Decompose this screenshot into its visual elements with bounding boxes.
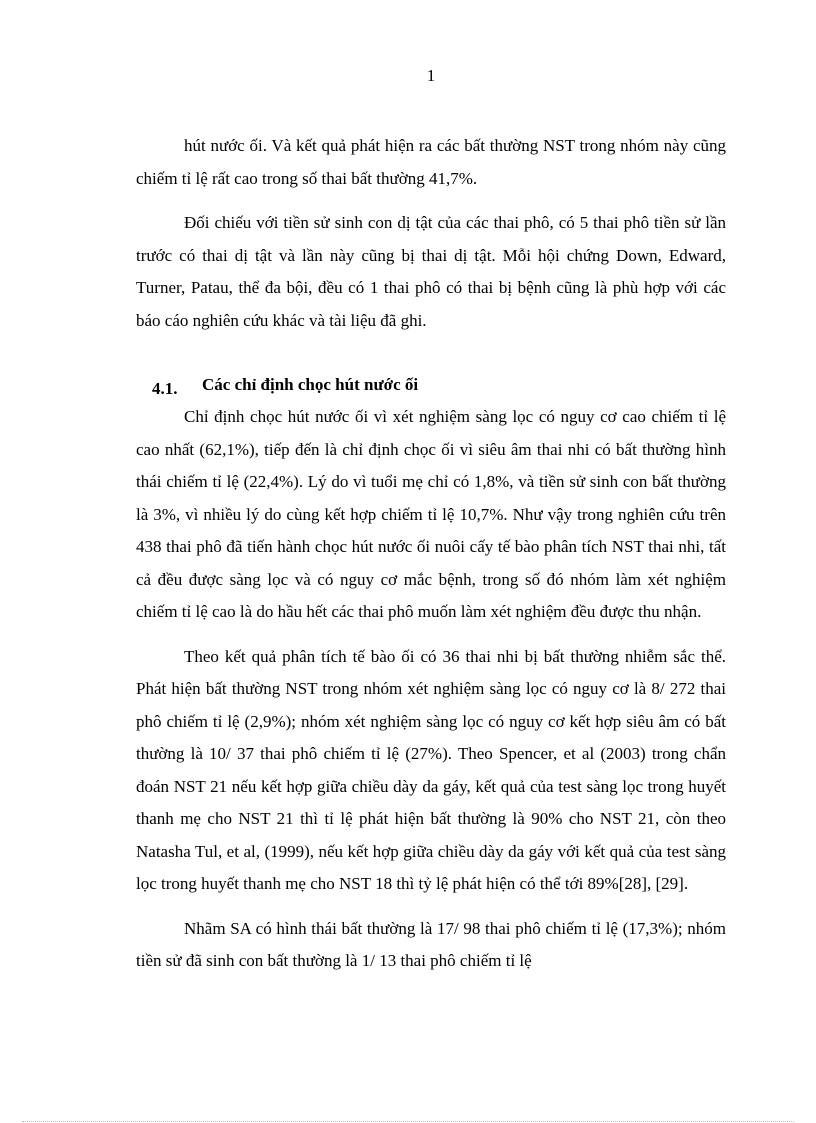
document-body: [136, 130, 726, 990]
section-paragraph-3: Nhãm SA có hình thái bất thường là 17/ 98 thai phô chiếm tỉ lệ (17,3%); nhóm tiền sử đã sinh con bất thường là 1/ 13 thai phô chiếm tỉ lệ: [136, 918, 726, 970]
page-number: 1: [426, 66, 436, 85]
page-bottom-rule: [22, 1121, 794, 1122]
paragraph-2: Đối chiếu với tiền sử sinh con dị tật của các thai phô, có 5 thai phô tiền sử lần trước có thai dị tật và lần này cũng bị thai dị tật. Mỗi hội chứng Down, Edward, Turner, Patau, thể đa bội, đều có 1 thai phô có thai bị bệnh cũng là phù hợp với các báo cáo nghiên cứu khác và tài liệu đã ghi.: [136, 213, 726, 330]
paragraph-1: hút nước ối. Và kết quả phát hiện ra các bất thường NST trong nhóm này cũng chiếm tỉ lệ rất cao trong số thai bất thường 41,7%.: [136, 136, 726, 188]
section-number: 4.1.: [152, 379, 178, 398]
section-paragraph-1: Chỉ định chọc hút nước ối vì xét nghiệm sàng lọc có nguy cơ cao chiếm tỉ lệ cao nhất (62,1%), tiếp đến là chỉ định chọc ối vì siêu âm thai nhi có bất thường hình thái chiếm tỉ lệ (22,4%). Lý do vì tuổi mẹ chỉ có 1,8%, và tiền sử sinh con bất thường là 3%, vì nhiều lý do cùng kết hợp chiếm tỉ lệ 10,7%. Như vậy trong nghiên cứu trên 438 thai phô đã tiến hành chọc hút nước ối nuôi cấy tế bào phân tích NST thai nhi, tất cả đều được sàng lọc và có nguy cơ mắc bệnh, trong số đó nhóm làm xét nghiệm chiếm tỉ lệ cao là do hầu hết các thai phô muốn làm xét nghiệm đều được thu nhận.: [136, 407, 726, 621]
section-heading: [136, 373, 726, 397]
section-paragraph-2: Theo kết quả phân tích tế bào ối có 36 thai nhi bị bất thường nhiễm sắc thể. Phát hiện bất thường NST trong nhóm xét nghiệm sàng lọc có nguy cơ là 8/ 272 thai phô chiếm tỉ lệ (2,9%); nhóm xét nghiệm sàng lọc có nguy cơ kết hợp siêu âm có bất thường là 10/ 37 thai phô chiếm tỉ lệ (27%). Theo Spencer, et al (2003) trong chẩn đoán NST 21 nếu kết hợp giữa chiều dày da gáy, kết quả của test sàng lọc trong huyết thanh mẹ cho NST 21 thì tỉ lệ phát hiện bất thường là 90% cho NST 21, còn theo Natasha Tul, et al, (1999), nếu kết hợp giữa chiều dày da gáy với kết quả của test sàng lọc trong huyết thanh mẹ cho NST 18 thì tỷ lệ phát hiện có thể tới 89%[28], [29].: [136, 646, 726, 893]
section-title: Các chỉ định chọc hút nước ối: [202, 375, 419, 394]
